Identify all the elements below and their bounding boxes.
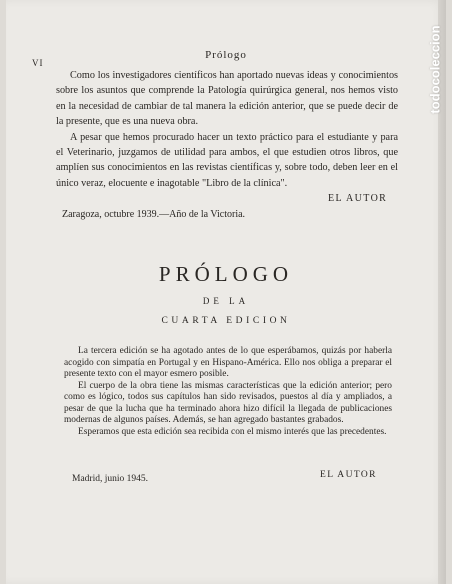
paragraph: La tercera edición se ha agotado antes de lo que esperábamos, quizás por haberla acogido con simpatía en Portugal y en Hispano-América. Ello nos obliga a preparar el presente texto con el mayor esmero posible. — [64, 346, 392, 379]
paragraph: Esperamos que esta edición sea recibida con el mismo interés que las precedentes. — [78, 426, 387, 437]
watermark-text: todocoleccion — [427, 24, 443, 114]
section-subtitle: CUARTA EDICION — [161, 316, 291, 326]
date-line: Madrid, junio 1945. — [72, 474, 148, 484]
paragraph: Como los investigadores científicos han aportado nuevas ideas y conocimientos sobre los asuntos que comprende la Patología quirúrgica general, nos hemos visto en la necesidad de cambiar de tal manera la edición anterior, que se puede decir de la presente, que es una nueva obra. — [56, 70, 398, 128]
date-line: Zaragoza, octubre 1939.—Año de la Victoria. — [62, 209, 246, 220]
fourth-edition-prologue-text — [64, 346, 392, 438]
author-signature: EL AUTOR — [328, 193, 388, 204]
section-title: PRÓLOGO — [158, 262, 294, 286]
paragraph: A pesar que hemos procurado hacer un texto práctico para el estudiante y para el Veterinario, juzgamos de utilidad para ambos, el que estudien otros libros, que amplíen sus conocimientos en las revistas científicas y, sobre todo, deben leer en el único veraz, elocuente e inagotable "Libro de la clínica". — [56, 131, 398, 189]
running-header: Prólogo — [205, 49, 247, 61]
paragraph: El cuerpo de la obra tiene las mismas características que la edición anterior; pero como es lógico, todos sus capítulos han sido revisados, puestos al día y ampliados, a pesar de que la lucha que ha terminado ahora hizo difícil la llegada de publicaciones modernas de algunos países. Además, se han agregado bastantes grabados. — [64, 380, 392, 425]
section-title-connector: DE LA — [202, 296, 250, 306]
prologue-text — [56, 68, 398, 191]
watermark-logo — [426, 4, 444, 134]
page-number: VI — [32, 58, 44, 68]
author-signature: EL AUTOR — [320, 470, 377, 480]
